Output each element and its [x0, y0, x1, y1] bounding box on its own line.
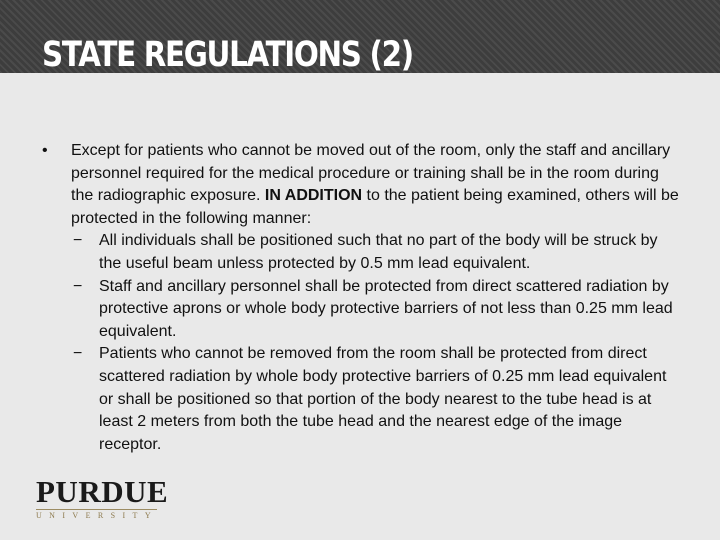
logo-divider	[36, 509, 157, 510]
bullet-item	[40, 140, 680, 456]
sub-item-text: Staff and ancillary personnel shall be protected from direct scattered radiation by protective aprons or whole body protective barriers of not less than 0.25 mm lead equivalent.	[99, 277, 673, 340]
sub-list-item	[71, 343, 680, 456]
logo-subtitle: UNIVERSITY	[36, 511, 158, 520]
slide-title: STATE REGULATIONS (2)	[42, 35, 413, 75]
sub-item-text: Patients who cannot be removed from the room shall be protected from direct scattered radiation by whole body protective barriers of 0.25 mm lead equivalent or shall be positioned so that portion of the body nearest to the tube head is at least 2 meters from both the tube head and the nearest edge of the image receptor.	[99, 345, 667, 453]
purdue-logo	[36, 474, 169, 520]
sub-bullet-marker: −	[73, 232, 83, 250]
bullet-text-emphasis: IN ADDITION	[264, 187, 363, 205]
bullet-text-continuation: to the patient being examined, others will be protected in the following manner:	[71, 187, 679, 227]
sub-bullet-marker: −	[73, 277, 83, 295]
sub-list	[71, 230, 680, 456]
slide-body	[40, 140, 680, 456]
sub-item-text: All individuals shall be positioned such that no part of the body will be struck by the useful beam unless protected by 0.5 mm lead equivalent.	[99, 232, 658, 272]
sub-list-item	[71, 276, 680, 344]
bullet-marker: •	[42, 142, 48, 159]
sub-list-item	[71, 230, 680, 275]
bullet-text-intro: Except for patients who cannot be moved out of the room, only the staff and ancillary personnel required for the medical procedure or training shall be in the room during the radiographic exposure.	[71, 142, 671, 205]
sub-bullet-marker: −	[73, 345, 83, 363]
logo-wordmark: PURDUE	[36, 474, 169, 509]
